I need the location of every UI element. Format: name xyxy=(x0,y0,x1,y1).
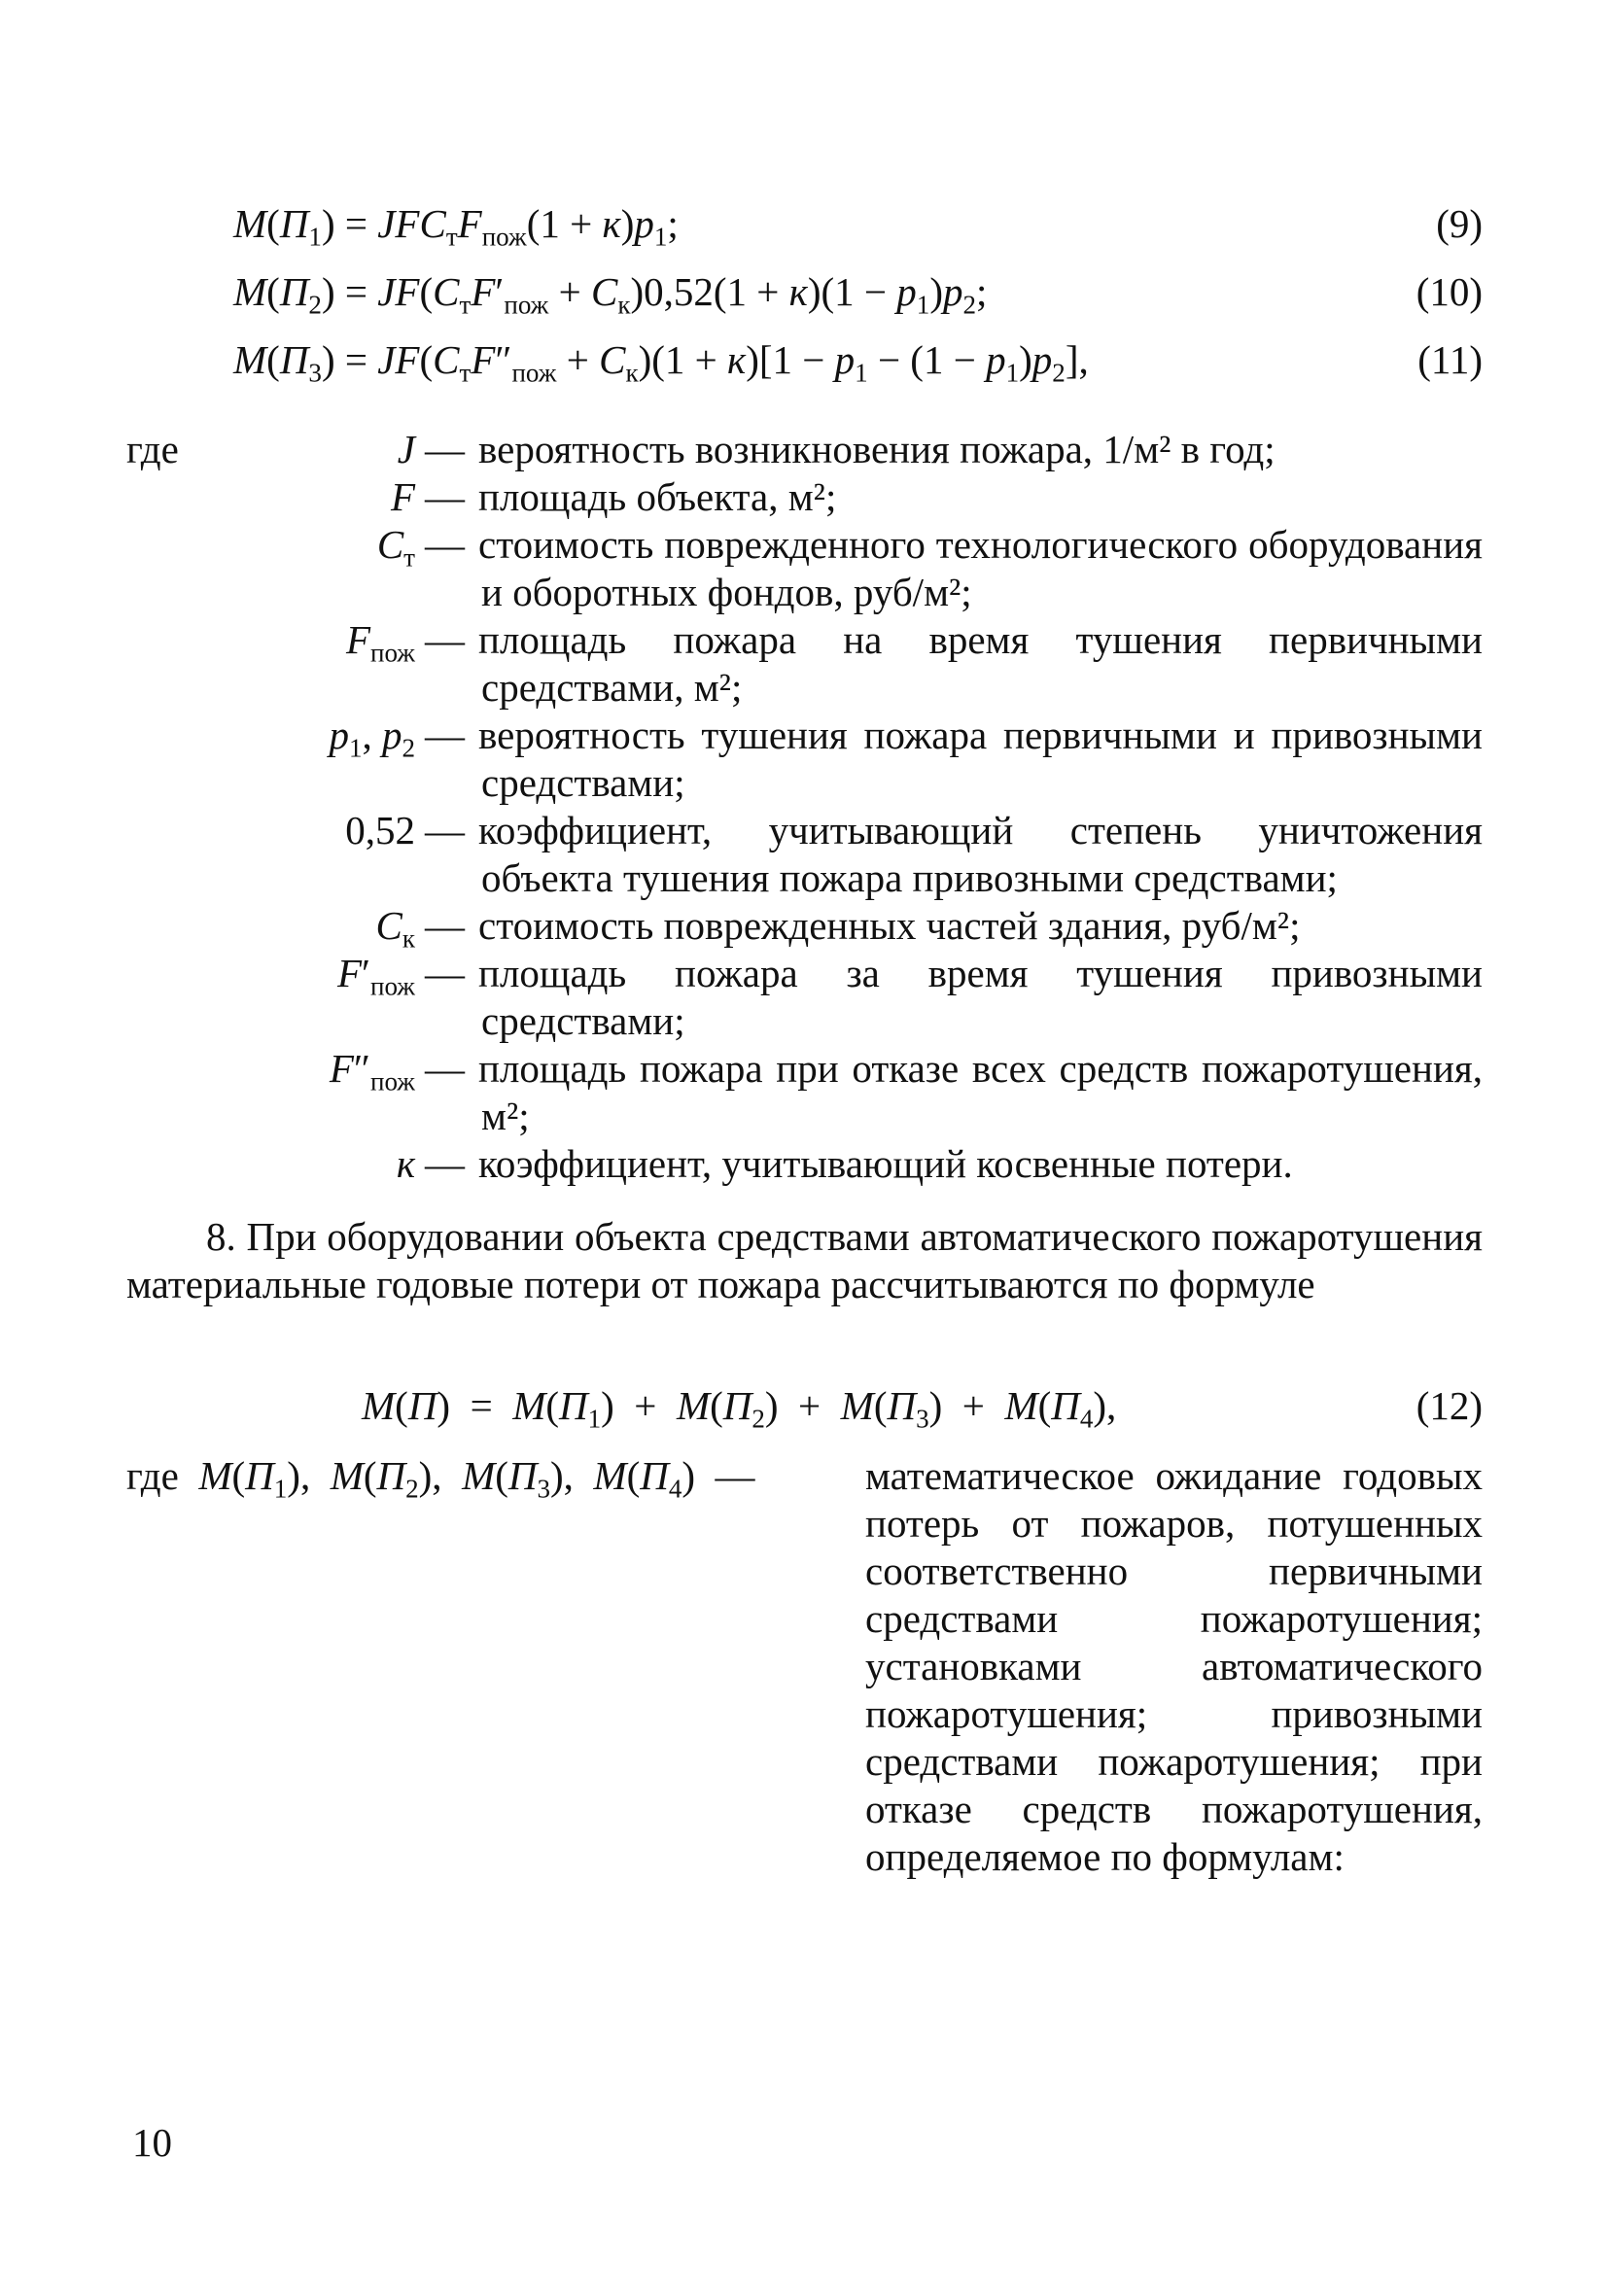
definition-item: $F_{пож}$ — площадь пожара на время тушения первичными средствами, м²; xyxy=(126,616,1483,712)
equation-11-formula: $M(П_3) = JF(C_тF''_{пож} + C_к)(1 + к)[1 - p_1 - (1 - p_1)p_2]$, xyxy=(233,337,1089,388)
definition-symbol: к xyxy=(396,1141,415,1186)
definition-symbol: $p_1$, $p_2$ xyxy=(329,713,415,763)
definition-text: площадь пожара на время тушения первичными средствами, м²; xyxy=(478,617,1483,710)
definition-item: $F''_{пож}$ — площадь пожара при отказе всех средств пожаротушения, м²; xyxy=(126,1045,1483,1140)
definition-text: стоимость поврежденных частей здания, руб/м²; xyxy=(478,903,1301,948)
equation-12-number: (12) xyxy=(1416,1383,1483,1428)
definition-item: $F'_{пож}$ — площадь пожара за время тушения привозными средствами; xyxy=(126,950,1483,1045)
definitions-lead: где xyxy=(126,427,179,471)
definition-item: F — площадь объекта, м²; xyxy=(126,473,1483,521)
definition-item: к — коэффициент, учитывающий косвенные потери. xyxy=(126,1140,1483,1188)
definition-symbol: F xyxy=(390,474,415,519)
definition-symbol: $C_к$ xyxy=(375,903,415,954)
definition-text: площадь пожара за время тушения привозными средствами; xyxy=(478,951,1483,1043)
definition-text: стоимость поврежденного технологического оборудования и оборотных фондов, руб/м²; xyxy=(478,522,1483,614)
definition-text: коэффициент, учитывающий степень уничтожения объекта тушения пожара привозными средствами; xyxy=(478,808,1483,900)
definition-symbol: 0,52 xyxy=(345,808,415,852)
page-number: 10 xyxy=(132,2120,172,2165)
equation-11 xyxy=(233,329,1483,391)
definition-text: вероятность тушения пожара первичными и привозными средствами; xyxy=(478,713,1483,805)
equation-12 xyxy=(362,1374,1483,1437)
definition-text: площадь пожара при отказе всех средств пожаротушения, м²; xyxy=(478,1046,1483,1138)
paragraph-8: 8. При оборудовании объекта средствами автоматического пожаротушения материальные годовые потери от пожара рассчитываются по формуле xyxy=(126,1214,1483,1306)
equation-9-formula: $M(П_1) = JFC_тF_{пож}(1 + к)p_1$; xyxy=(233,201,679,252)
definitions-list xyxy=(126,426,1483,1188)
equation-9 xyxy=(233,192,1483,255)
equation-10-number: (10) xyxy=(1416,269,1483,314)
definition-symbol: $F'_{пож}$ xyxy=(336,951,415,1001)
definition-symbol: $F''_{пож}$ xyxy=(329,1046,415,1096)
equation-9-number: (9) xyxy=(1436,201,1483,246)
equation-12-formula: $M(П) = M(П_1) + M(П_2) + M(П_3) + M(П_4)$, xyxy=(362,1383,1117,1434)
equation-11-number: (11) xyxy=(1417,337,1483,382)
equation-10-formula: $M(П_2) = JF(C_тF'_{пож} + C_к)0,52(1 + к)(1 - p_1)p_2$; xyxy=(233,269,988,320)
equation-10 xyxy=(233,261,1483,323)
definition-symbol: $C_т$ xyxy=(376,522,415,573)
definition-item: $C_т$ — стоимость поврежденного технологического оборудования и оборотных фондов, руб/м²; xyxy=(126,521,1483,616)
where-block-2-symbols: где $M(П_1)$, $M(П_2)$, $M(П_3)$, $M(П_4)$ — xyxy=(126,1453,755,1504)
definition-item: $p_1$, $p_2$ — вероятность тушения пожара первичными и привозными средствами; xyxy=(126,712,1483,807)
definition-symbol: $F_{пож}$ xyxy=(345,617,415,668)
definition-symbol: J xyxy=(397,427,415,471)
where-block-2-text: математическое ожидание годовых потерь от пожаров, потушенных соответственно первичными средствами пожаротушения; установками автоматического пожаротушения; привозными средствами пожаротушения; при отказе средств пожаротушения, определяемое по формулам: xyxy=(865,1453,1483,1879)
definition-item: где J — вероятность возникновения пожара, 1/м² в год; xyxy=(126,427,1276,471)
definition-text: коэффициент, учитывающий косвенные потери. xyxy=(478,1141,1293,1186)
definition-text: площадь объекта, м²; xyxy=(478,474,837,519)
definition-item: $C_к$ — стоимость поврежденных частей здания, руб/м²; xyxy=(126,902,1483,950)
definition-item: 0,52 — коэффициент, учитывающий степень уничтожения объекта тушения пожара привозными средствами; xyxy=(126,807,1483,902)
definition-text: вероятность возникновения пожара, 1/м² в год; xyxy=(478,427,1276,471)
